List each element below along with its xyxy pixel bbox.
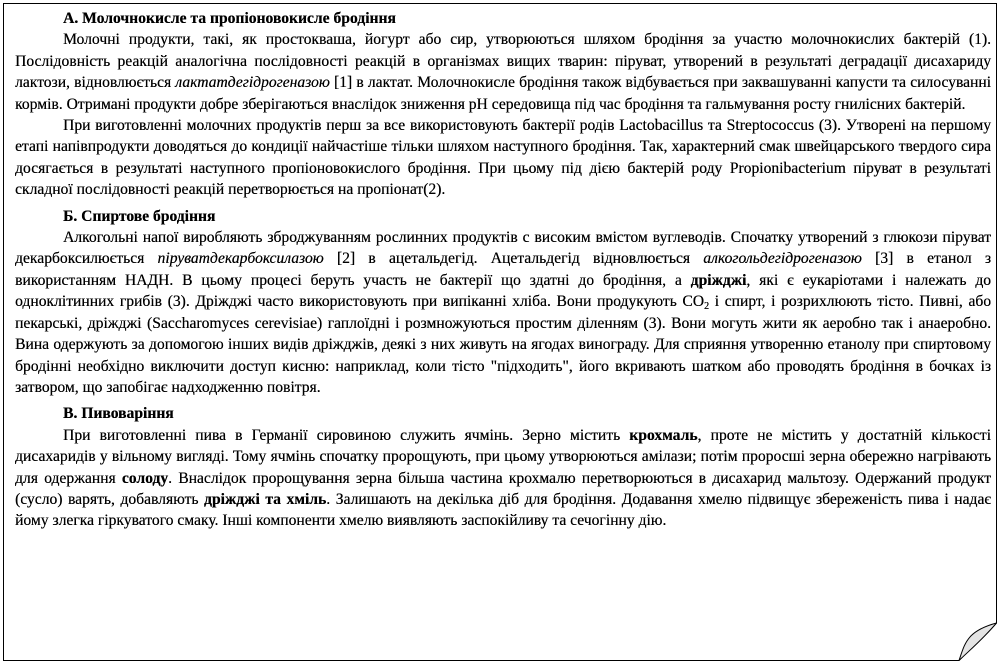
section-heading-b: Б. Спиртове бродіння [63,207,216,225]
key-term: солоду [121,469,169,487]
text-run: [3] в етанол з використанням НАДН. В цьому процесі беруть участь не бактерії що здатні до бродіння, а [15,250,992,289]
section-a-paragraph-1 [15,29,991,115]
key-term: дріжджі [690,271,747,289]
text-run: Молочні продукти, такі, як простокваша, йогурт або сир, утворюються шляхом бродіння за участю молочнокислих бактерій (1). Послідовність реакцій аналогічна послідовності реакцій в організмах вищих тварин: піруват, утворений в результаті деградації дисахариду лактози, відновлюється [15,31,991,92]
document-body [15,8,991,532]
text-run: [2] в ацетальдегід. Ацетальдегід відновлюється [323,250,704,268]
key-term: крохмаль [629,426,698,444]
text-run: , проте не містить у достатній кількості дисахаридів у вільному вигляді. Тому ячмінь спочатку пророщують, при цьому утворюються амілази; потім проросші зерна обережно нагрівають для одержання [15,426,991,487]
text-run: При виготовленні молочних продуктів перш за все використовують бактерії родів Lactobacillus та Streptococcus (3). Утворені на першому етапі напівпродукти доводяться до кондиції найчастіше тільки шляхом наступного бродіння. Так, характерний смак швейцарського твердого сира досягається в результаті наступного пропіоновокислого бродіння. При цьому під дією бактерій роду Propionibacterium піруват в результаті складної послідовності реакцій перетворюється на пропіонат(2). [15,117,991,199]
section-c-paragraph-1 [15,425,991,532]
text-run: . Внаслідок пророщування зерна більша частина крохмалю перетворюються в дисахарид мальтозу. Одержаний продукт (сусло) варять, добавляють [15,469,991,508]
section-heading-c: В. Пивоваріння [63,405,174,423]
text-run: При виготовленні пива в Германії сировиною служить ячмінь. Зерно містить [63,426,630,444]
text-run: і спирт, і розрихлюють тісто. Пивні, або пекарські, дріжджі (Saccharomyces cerevisiae) гаплоїдні і розмножуються простим діленням (3). Вони могуть жити як аеробно так і анаеробно. Вина одержують за допомогою інших видів дріжджів, деякі з них живуть на ягодах винограду. Для сприяння утворенню етанолу при спиртовому бродінні необхідно виключити доступ кисню: наприклад, коли тісто "підходить", його вкривають шатком або проводять бродіння в бочках із затвором, що запобігає надходженню повітря. [15,293,991,396]
text-run: . Залишають на декілька діб для бродіння. Додавання хмелю підвищує збереженість пива і надає йому злегка гіркуватого смаку. Інші компоненти хмелю виявляють заспокійливу та сечогінну дію. [15,490,991,530]
text-run: Алкогольні напої виробляють зброджуванням рослинних продуктів с високим вмістом вуглеводів. Спочатку утворений з глюкози піруват декарбоксилюється [15,229,991,268]
document-sheet [3,3,997,661]
section-a-paragraph-2 [15,115,991,201]
subscript: 2 [704,301,709,313]
text-run: , які є еукаріотами і належать до одноклітинних грибів (3). Дріжджі часто використовують при випіканні хліба. Вони продукують СО [15,271,991,311]
enzyme-term: лактатдегідрогеназою [175,74,330,92]
section-heading-a: А. Молочнокисле та пропіоновокисле бродіння [63,10,396,27]
key-term: дріжджі та хміль [203,490,327,508]
text-run: [1] в лактат. Молочнокисле бродіння також відбувається при заквашуванні капусти та силосуванні кормів. Отримані продукти добре зберігаються внаслідок зниження pH середовища під час бродіння та гальмування росту гнилісних бактерій. [15,74,991,113]
section-b-paragraph-1 [15,227,991,398]
enzyme-term: алкогольдегідрогеназою [703,250,862,268]
enzyme-term: піруватдекарбоксилазою [157,250,324,268]
